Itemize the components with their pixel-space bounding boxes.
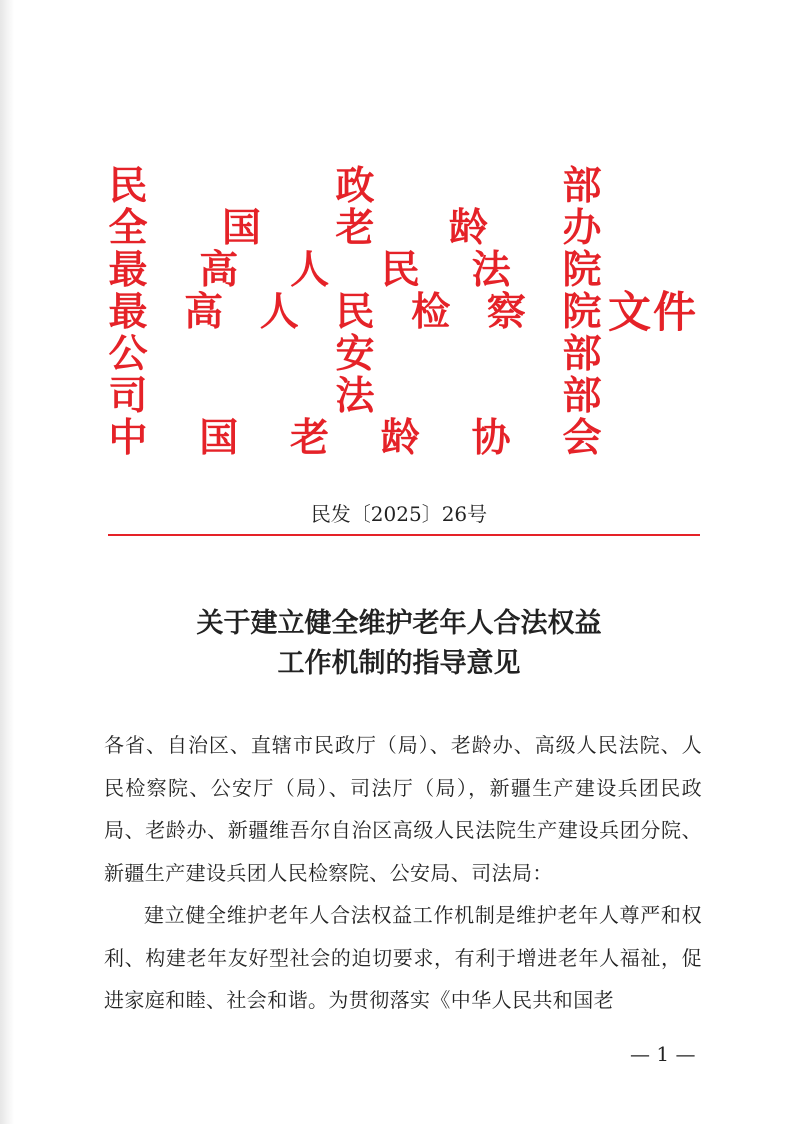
agency-row bbox=[108, 417, 602, 459]
agency-char: 老 bbox=[335, 205, 375, 251]
agency-row bbox=[108, 291, 602, 333]
agency-char: 部 bbox=[562, 373, 602, 419]
agency-char: 法 bbox=[335, 373, 375, 419]
red-divider-line bbox=[108, 534, 700, 536]
document-number: 民发〔2025〕26号 bbox=[310, 502, 488, 526]
agency-char: 中 bbox=[108, 415, 148, 461]
agency-row bbox=[108, 165, 602, 207]
page-number: — 1 — bbox=[630, 1042, 696, 1066]
body-paragraph: 建立健全维护老年人合法权益工作机制是维护老年人尊严和权利、构建老年友好型社会的迫切要求，有利于增进老年人福祉，促进家庭和睦、社会和谐。为贯彻落实《中华人民共和国老 bbox=[104, 903, 702, 1012]
agency-char: 民 bbox=[380, 247, 420, 293]
agency-char: 全 bbox=[108, 205, 148, 251]
agency-char: 民 bbox=[335, 289, 375, 335]
agency-char: 政 bbox=[335, 163, 375, 209]
agency-char: 办 bbox=[562, 205, 602, 251]
document-body bbox=[104, 724, 702, 1022]
agency-char: 检 bbox=[411, 289, 451, 335]
agency-char: 龄 bbox=[448, 205, 488, 251]
agency-char: 法 bbox=[471, 247, 511, 293]
agency-char: 老 bbox=[290, 415, 330, 461]
title-line-2: 工作机制的指导意见 bbox=[277, 648, 521, 679]
agency-char: 国 bbox=[199, 415, 239, 461]
agency-char: 国 bbox=[221, 205, 261, 251]
addressee: 各省、自治区、直辖市民政厅（局）、老龄办、高级人民法院、人民检察院、公安厅（局）、司法厅（局），新疆生产建设兵团民政局、老龄办、新疆维吾尔自治区高级人民法院生产建设兵团分院、新疆生产建设兵团人民检察院、公安局、司法局： bbox=[104, 733, 702, 885]
agency-char: 部 bbox=[562, 163, 602, 209]
agency-char: 察 bbox=[486, 289, 526, 335]
agency-char: 部 bbox=[562, 331, 602, 377]
agency-row bbox=[108, 375, 602, 417]
agency-char: 人 bbox=[290, 247, 330, 293]
agency-row bbox=[108, 249, 602, 291]
agency-char: 院 bbox=[562, 289, 602, 335]
agency-char: 最 bbox=[108, 247, 148, 293]
document-title bbox=[0, 604, 798, 684]
title-line-1: 关于建立健全维护老年人合法权益 bbox=[196, 608, 602, 639]
agency-char: 会 bbox=[562, 415, 602, 461]
agency-char: 人 bbox=[259, 289, 299, 335]
agency-char: 协 bbox=[471, 415, 511, 461]
agency-char: 司 bbox=[108, 373, 148, 419]
agency-char: 院 bbox=[562, 247, 602, 293]
agency-char: 公 bbox=[108, 331, 148, 377]
agency-char: 高 bbox=[184, 289, 224, 335]
binding-shadow bbox=[0, 0, 14, 1124]
agency-row bbox=[108, 333, 602, 375]
document-suffix: 文件 bbox=[608, 288, 698, 338]
agency-row bbox=[108, 207, 602, 249]
agency-char: 高 bbox=[199, 247, 239, 293]
agency-char: 最 bbox=[108, 289, 148, 335]
agency-char: 安 bbox=[335, 331, 375, 377]
agency-char: 龄 bbox=[380, 415, 420, 461]
agency-char: 民 bbox=[108, 163, 148, 209]
